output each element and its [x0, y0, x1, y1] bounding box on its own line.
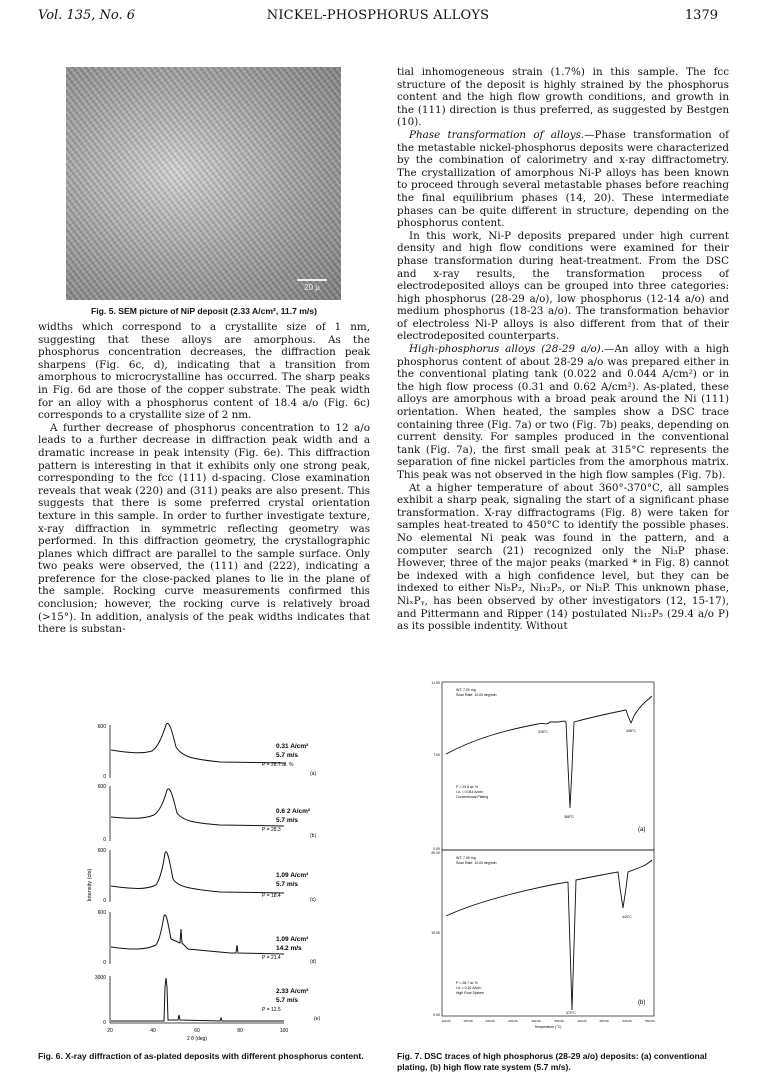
xrd-panel-a: [98, 723, 317, 780]
y-tick-mid: 7.00: [433, 753, 440, 757]
peak-label: 444°C: [622, 915, 632, 919]
y-tick-top: 600: [97, 848, 106, 854]
y-tick-mid: 10.00: [431, 931, 440, 935]
x-tick-label: 40: [150, 1028, 156, 1034]
x-tick-label: 400.00: [577, 1019, 587, 1023]
flow-rate: 5.7 m/s: [276, 997, 299, 1004]
meta-line: WT: 7.90 mg: [456, 856, 476, 860]
paragraph: In this work, Ni-P deposits prepared under high current density and high flow conditions were examined for their phase transformation during heat-treatment. From the DSC and x-ray results, the transformation process of electrodeposited alloys can be grouped into three categories: high phosphorus (28-29 a/o), low phosphorus (12-14 a/o) and medium phosphorus (18-23 a/o). The transformation behavior of electroless Ni-P alloys is also different from that of their electrodeposited counterparts.: [397, 229, 729, 343]
section-heading: Phase transformation of alloys.: [409, 128, 585, 141]
paragraph: [397, 343, 729, 482]
x-axis-ticks: [107, 1028, 288, 1034]
sem-micrograph: [66, 67, 341, 300]
paragraph-body: —An alloy with a high phosphorus content of about 28-29 a/o was prepared either in the conventional plating tank (0.022 and 0.044 A/cm²) or in the high flow process (0.31 and 0.62 A/cm²). As-plated, these alloys are amorphous with a broad peak around the Ni (111) orientation. When heated, the samples show a DSC trace containing three (Fig. 7a) or two (Fig. 7b) peaks, depending on current density. For samples produced in the conventional tank (Fig. 7a), the first small peak at 315°C represents the separation of fine nickel particles from the amorphous matrix. This peak was not observed in the high flow samples (Fig. 7b).: [397, 343, 729, 481]
current-density: 1.09 A/cm²: [276, 872, 309, 879]
section-heading: High-phosphorus alloys (28-29 a/o).: [409, 343, 605, 356]
meta-line: WT: 7.00 mg: [456, 688, 476, 692]
flow-rate: 14.2 m/s: [276, 945, 302, 952]
meta-line: Scan Rate: 10.00 deg/min: [456, 861, 497, 865]
flow-rate: 5.7 m/s: [276, 752, 299, 759]
fig6-caption: Fig. 6. X-ray diffraction of as-plated deposits with different phosphorus content.: [38, 1051, 364, 1061]
y-tick-top: 11.00: [431, 681, 440, 685]
paragraph: [397, 129, 729, 230]
xrd-trace: [111, 978, 284, 1021]
fig7-caption: Fig. 7. DSC traces of high phosphorus (28-29 a/o) deposits: (a) conventional plating, (b) high flow rate system (5.7 m/s).: [397, 1051, 707, 1072]
sample-info: P = 29.8 at. %: [456, 785, 479, 789]
xrd-trace: [111, 723, 286, 763]
sample-info: Conventional Plating: [456, 795, 489, 799]
panel-letter: (e): [314, 1016, 321, 1022]
right-text-column: [397, 66, 729, 633]
xrd-panel-b: [98, 784, 317, 843]
dsc-panel-b: [431, 850, 654, 1017]
dsc-x-axis-label: Temperature (°C): [534, 1025, 562, 1029]
journal-volume: Vol. 135, No. 6: [38, 8, 136, 23]
xrd-panel-d: [98, 910, 317, 966]
x-tick-label: 250.00: [508, 1019, 518, 1023]
y-tick-top: 3000: [94, 975, 106, 981]
paragraph: widths which correspond to a crystallite size of 1 nm, suggesting that these alloys are amorphous. As the phosphorus concentration decreases, the diffraction peak sharpens (Fig. 6c, d), indicating that a transition from amorphous to microcrystalline has occurred. The sharp peaks in Fig. 6d are those of the copper substrate. The peak width for an alloy with a phosphorus content of 18.4 a/o (Fig. 6c) corresponds to a crystallite size of 2 nm.: [38, 321, 370, 422]
x-tick-label: 500.00: [622, 1019, 632, 1023]
peak-label: 368°C: [564, 815, 574, 819]
peak-label: 370°C: [566, 1011, 576, 1015]
dsc-x-axis-ticks: [441, 1019, 655, 1023]
plot-frame: [442, 682, 654, 850]
phosphorus-content: P = 18.4: [262, 893, 281, 899]
paragraph: tial inhomogeneous strain (1.7%) in this sample. The fcc structure of the deposit is highly strained by the phosphorus content and the high flow growth conditions, and growth in the (111) direction is thus preferred, as suggested by Bestgen (10).: [397, 66, 729, 129]
phosphorus-content: P = 21.4: [262, 955, 281, 961]
flow-rate: 5.7 m/s: [276, 881, 299, 888]
peak-label: 448°C: [626, 729, 636, 733]
phosphorus-content: P = 28.7 at. %: [262, 762, 294, 768]
y-tick-bottom: 0: [103, 898, 106, 904]
sample-info: P = 28.7 at. %: [456, 981, 479, 985]
xrd-trace: [111, 789, 284, 826]
y-tick-bottom: 0: [103, 960, 106, 966]
current-density: 0.31 A/cm²: [276, 743, 309, 750]
xrd-figure: [80, 717, 358, 1047]
meta-line: Scan Rate: 10.00 deg/min: [456, 693, 497, 697]
x-tick-label: 100: [279, 1028, 289, 1034]
fig5-caption: Fig. 5. SEM picture of NiP deposit (2.33 A/cm², 11.7 m/s): [91, 306, 317, 316]
y-tick-top: 600: [97, 910, 106, 916]
y-tick-top: 600: [97, 784, 106, 790]
running-header: [38, 8, 718, 26]
x-tick-label: 450.00: [599, 1019, 609, 1023]
xrd-panel-c: [98, 848, 317, 904]
panel-letter: (b): [638, 1000, 646, 1006]
dsc-figure: [426, 676, 658, 1048]
paragraph: A further decrease of phosphorus concentration to 12 a/o leads to a further decrease in diffraction peak width and a dramatic increase in peak intensity (Fig. 6e). This diffraction pattern is interesting in that it exhibits only one strong peak, corresponding to the fcc (111) d-spacing. Close examination reveals that weak (220) and (311) peaks are also present. This suggests that there is some preferred crystal orientation texture in this sample. In order to further investigate texture, x-ray diffraction in symmetric reflecting geometry was performed. In this diffraction geometry, the crystallographic planes which diffract are parallel to the sample surface. Only two peaks were observed, the (111) and (222), indicating a preference for the close-packed planes to lie in the plane of the sample. Rocking curve measurements confirmed this conclusion; however, the rocking curve is relatively broad (>15°). In addition, analysis of the peak widths indicates that there is substan-: [38, 421, 370, 636]
y-tick-bottom: 0.00: [433, 847, 440, 851]
panel-letter: (d): [310, 959, 317, 965]
y-tick-bottom: 0: [103, 774, 106, 780]
running-title: NICKEL-PHOSPHORUS ALLOYS: [266, 8, 490, 23]
current-density: 0.6 2 A/cm²: [276, 808, 311, 815]
x-tick-label: 550.00: [645, 1019, 655, 1023]
scale-bar: [297, 279, 327, 292]
panel-letter: (a): [638, 827, 646, 833]
y-tick-top: 20.00: [431, 851, 440, 855]
page-number: 1379: [684, 8, 718, 23]
x-tick-label: 60: [194, 1028, 200, 1034]
panel-letter: (b): [310, 833, 317, 839]
scale-bar-label: 20 μ: [304, 283, 320, 292]
sample-info: i.d. = 0.62 A/cm²: [456, 986, 482, 990]
current-density: 2.33 A/cm²: [276, 988, 309, 995]
x-tick-label: 80: [237, 1028, 243, 1034]
panel-letter: (a): [310, 771, 317, 777]
x-tick-label: 300.00: [531, 1019, 541, 1023]
xrd-y-axis-label: Intensity (cts): [87, 868, 93, 902]
xrd-panel-e: [95, 975, 321, 1026]
paragraph: At a higher temperature of about 360°-370°C, all samples exhibit a sharp peak, signaling the start of a significant phase transformation. X-ray diffractograms (Fig. 8) were taken for samples heat-treated to 450°C to identify the possible phases. No elemental Ni peak was found in the pattern, and a computer search (21) recognized only the Ni₃P phase. However, three of the major peaks (marked * in Fig. 8) cannot be indexed with a high confidence level, but they can be indexed to either Ni₅P₂, Ni₁₂P₅, or Ni₂P. This unknown phase, NiₓPᵧ, has been observed by other investigators (12, 15-17), and Pittermann and Ripper (14) postulated Ni₁₂P₅ (29.4 a/o P) as its possible indentity. Without: [397, 481, 729, 633]
sample-info: i.d. = 0.044 A/cm²: [456, 790, 484, 794]
left-text-column: [38, 321, 370, 636]
xrd-x-axis-label: 2 θ (deg): [186, 1036, 208, 1042]
x-tick-label: 100.00: [441, 1019, 451, 1023]
x-tick-label: 150.00: [463, 1019, 473, 1023]
y-tick-bottom: 0.00: [433, 1013, 440, 1017]
sample-info: High Flow System: [456, 991, 485, 995]
flow-rate: 5.7 m/s: [276, 817, 299, 824]
scale-bar-line: [297, 279, 327, 281]
panel-letter: (c): [310, 897, 316, 903]
y-tick-bottom: 0: [103, 1020, 106, 1026]
y-tick-bottom: 0: [103, 837, 106, 843]
peak-label: 315°C: [538, 730, 548, 734]
xrd-trace: [111, 852, 284, 893]
current-density: 1.09 A/cm²: [276, 936, 309, 943]
dsc-panel-a: [432, 681, 655, 851]
phosphorus-content: P = 28.3: [262, 827, 281, 833]
x-tick-label: 350.00: [554, 1019, 564, 1023]
phosphorus-content: P = 12.5: [262, 1007, 281, 1013]
x-tick-label: 20: [107, 1028, 113, 1034]
x-tick-label: 200.00: [485, 1019, 495, 1023]
y-tick-top: 600: [97, 724, 106, 730]
xrd-trace: [111, 915, 284, 954]
paragraph-body: —Phase transformation of the metastable nickel-phosphorus deposits were characterized by the combination of calorimetry and x-ray diffractometry. The crystallization of amorphous Ni-P alloys has been known to proceed through several metastable phases before reaching the final equilibrium phases (14, 20). These intermediate phases can be quite different in structure, depending on the phosphorus content.: [397, 128, 729, 230]
